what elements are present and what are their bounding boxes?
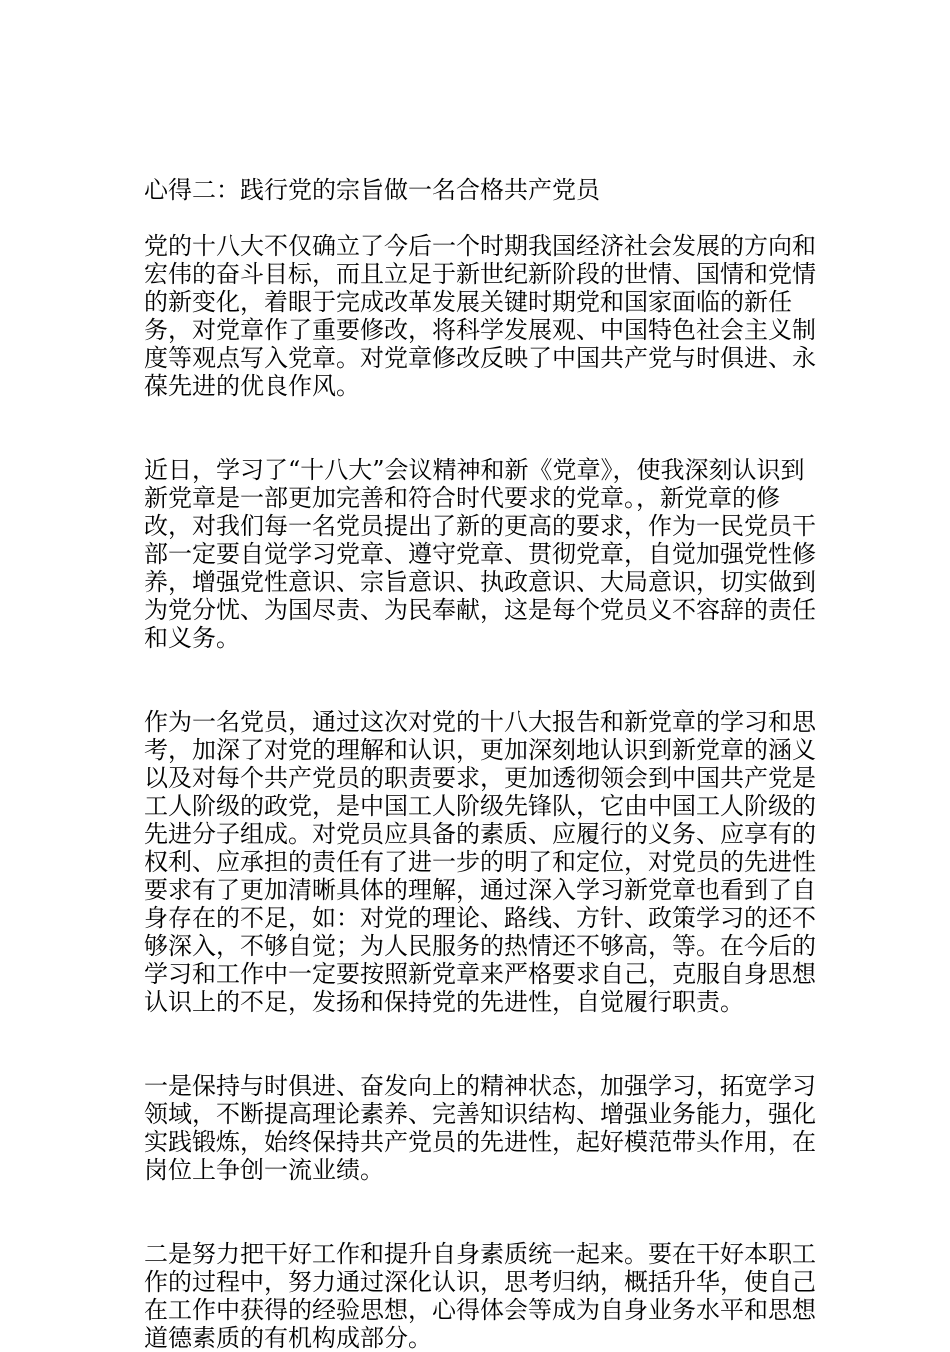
paragraph-3: 作为一名党员，通过这次对党的十八大报告和新党章的学习和思考，加深了对党的理解和认识，更加深刻地认识到新党章的涵义以及对每个共产党员的职责要求，更加透彻领会到中国共产党是工人阶级的政党，是中国工人阶级先锋队，它由中国工人阶级的先进分子组成。对党员应具备的素质、应履行的义务、应享有的权利、应承担的责任有了进一步的明了和定位，对党员的先进性要求有了更加清晰具体的理解，通过深入学习新党章也看到了自身存在的不足，如：对党的理论、路线、方针、政策学习的还不够深入，不够自觉；为人民服务的热情还不够高，等。在今后的学习和工作中一定要按照新党章来严格要求自己，克服自身思想认识上的不足，发扬和保持党的先进性，自觉履行职责。 xyxy=(144,708,816,1016)
paragraph-1: 党的十八大不仅确立了今后一个时期我国经济社会发展的方向和宏伟的奋斗目标，而且立足于新世纪新阶段的世情、国情和党情的新变化，着眼于完成改革发展关键时期党和国家面临的新任务，对党章作了重要修改，将科学发展观、中国特色社会主义制度等观点写入党章。对党章修改反映了中国共产党与时俱进、永葆先进的优良作风。 xyxy=(144,232,816,400)
paragraph-gap xyxy=(144,652,824,708)
paragraph-gap xyxy=(144,1184,824,1240)
paragraph-5: 二是努力把干好工作和提升自身素质统一起来。要在干好本职工作的过程中，努力通过深化认识，思考归纳，概括升华，使自己在工作中获得的经验思想，心得体会等成为自身业务水平和思想道德素质的有机构成部分。 xyxy=(144,1240,816,1352)
paragraph-gap xyxy=(144,400,824,456)
document-body xyxy=(144,176,824,1352)
paragraph-4: 一是保持与时俱进、奋发向上的精神状态，加强学习，拓宽学习领域，不断提高理论素养、完善知识结构、增强业务能力，强化实践锻炼，始终保持共产党员的先进性，起好模范带头作用，在岗位上争创一流业绩。 xyxy=(144,1072,816,1184)
document-title: 心得二：践行党的宗旨做一名合格共产党员 xyxy=(144,176,600,204)
paragraph-gap xyxy=(144,1016,824,1072)
paragraph-2: 近日，学习了“十八大”会议精神和新《党章》，使我深刻认识到新党章是一部更加完善和符合时代要求的党章。，新党章的修改，对我们每一名党员提出了新的更高的要求，作为一民党员干部一定要自觉学习党章、遵守党章、贯彻党章，自觉加强党性修养，增强党性意识、宗旨意识、执政意识、大局意识，切实做到为党分忧、为国尽责、为民奉献，这是每个党员义不容辞的责任和义务。 xyxy=(144,456,816,652)
